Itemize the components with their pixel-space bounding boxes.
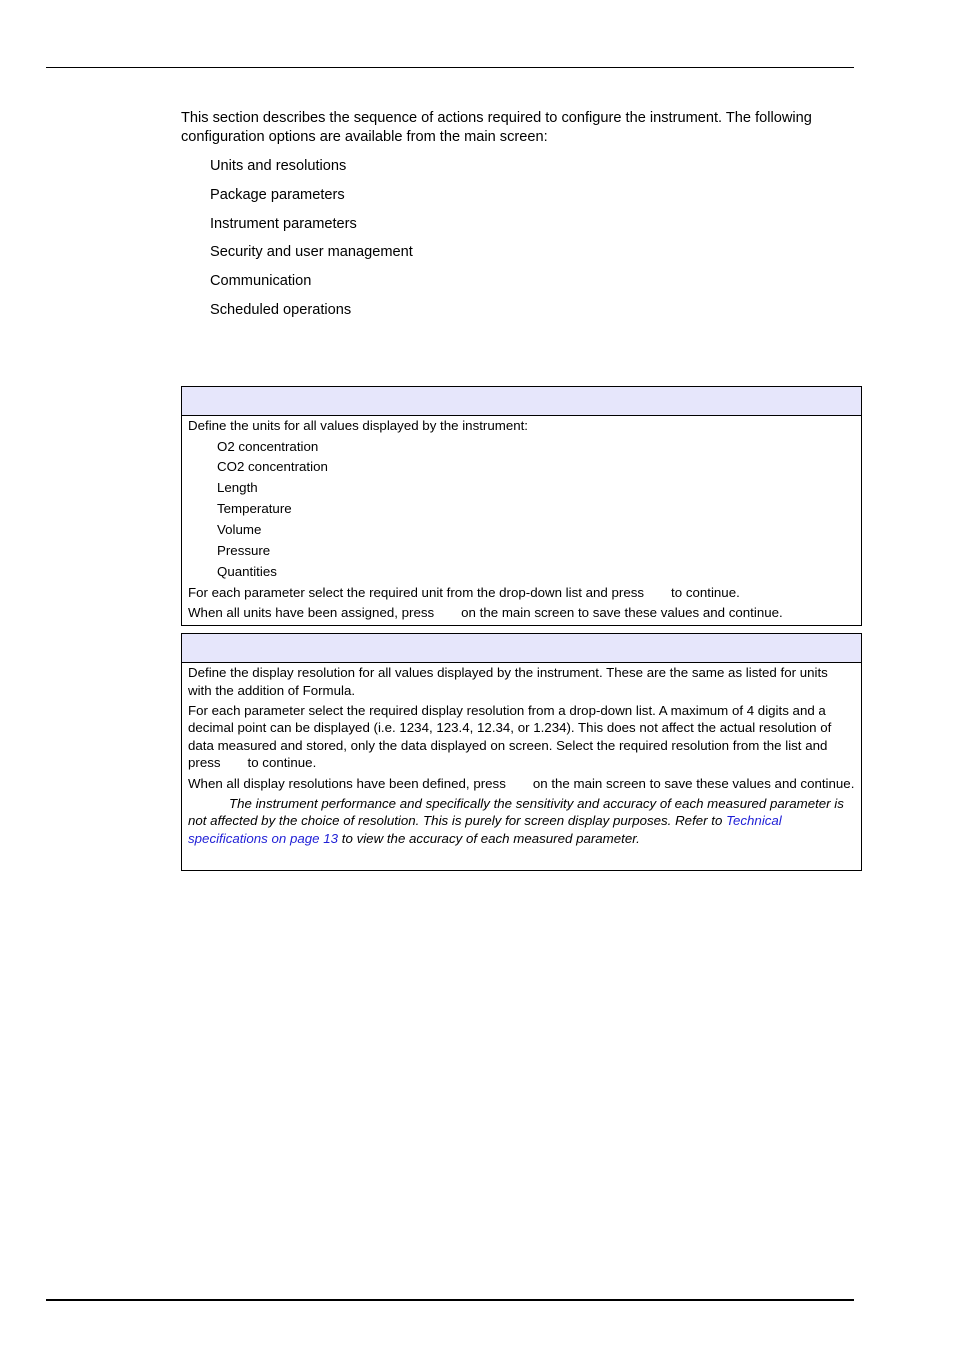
resolutions-step-2-text: When all display resolutions have been defined, press [188, 775, 506, 791]
list-item: Pressure [217, 542, 271, 558]
note-tail: to view the accuracy of each measured parameter. [341, 830, 640, 846]
note-text: The instrument performance and specifically the sensitivity and accuracy of each measured parameter is not affected by the choice of resolution. This is purely for screen display purposes. Refer to [188, 795, 844, 829]
list-item: Quantities [217, 563, 277, 579]
units-step-2 [188, 603, 855, 624]
list-item: Instrument parameters [210, 215, 357, 232]
list-item: Length [217, 480, 258, 496]
footer-rule [46, 1299, 854, 1301]
resolutions-note [188, 795, 855, 848]
units-table [181, 386, 862, 626]
units-step-2-text: When all units have been assigned, press [188, 605, 435, 621]
list-item: CO2 concentration [217, 459, 328, 475]
resolutions-table-header [182, 634, 861, 663]
resolutions-step-2-tail: on the main screen to save these values and continue. [532, 775, 855, 791]
resolutions-intro: Define the display resolution for all values displayed by the instrument. These are the same as listed for units with the addition of Formula. [188, 665, 828, 698]
units-table-body [182, 416, 861, 624]
list-item: Units and resolutions [210, 158, 347, 174]
list-item: O2 concentration [217, 438, 319, 454]
resolutions-table [181, 633, 862, 871]
units-list [188, 437, 855, 583]
configuration-options-list [210, 157, 413, 330]
intro-paragraph: This section describes the sequence of actions required to configure the instrument. The following configuration options are available from the main screen: [181, 110, 812, 145]
resolutions-step-2 [188, 775, 855, 793]
resolutions-step-1-text: For each parameter select the required display resolution from a drop-down list. A maximum of 4 digits and a decimal point can be displayed (i.e. 1234, 123.4, 12.34, or 1.234). This does not affect the actual resolution of data measured and stored, only the data displayed on screen. Select the required resolution from the list and press [188, 702, 832, 771]
resolutions-table-body [182, 663, 861, 847]
units-step-1 [188, 583, 855, 604]
list-item: Package parameters [210, 186, 345, 203]
units-step-1-tail: to continue. [671, 584, 740, 600]
header-rule [46, 67, 854, 68]
units-step-1-text: For each parameter select the required unit from the drop-down list and press [188, 584, 645, 600]
units-step-2-tail: on the main screen to save these values and continue. [461, 605, 783, 621]
units-table-header [182, 387, 861, 416]
resolutions-step-1 [188, 702, 855, 772]
list-item: Scheduled operations [210, 301, 352, 318]
resolutions-step-1-tail: to continue. [247, 755, 317, 771]
units-intro: Define the units for all values displayed by the instrument: [188, 418, 528, 433]
list-item: Temperature [217, 501, 292, 517]
list-item: Communication [210, 273, 312, 290]
list-item: Volume [217, 522, 262, 538]
technical-specifications-link[interactable]: Technical specifications on page 13 [188, 813, 782, 846]
list-item: Security and user management [210, 244, 413, 261]
